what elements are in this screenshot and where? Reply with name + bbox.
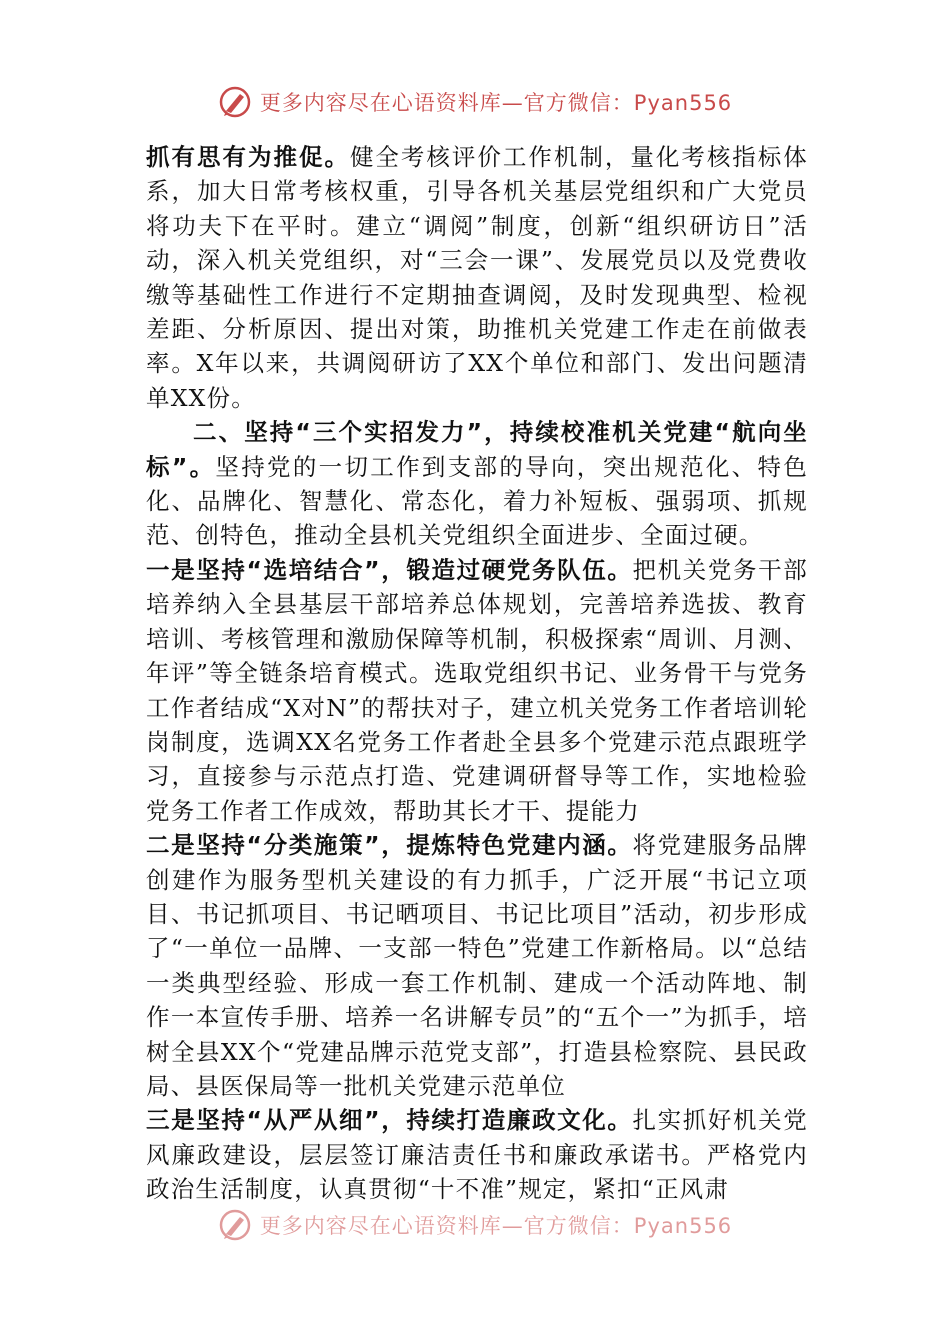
paragraph-lead: 三是坚持“从严从细”，持续打造廉政文化。 [146,1106,633,1135]
pen-logo-icon [218,85,252,119]
watermark-text: 更多内容尽在心语资料库—官方微信：Pyan556 [259,91,733,115]
paragraph-2 [146,415,808,553]
paragraph-lead: 二是坚持“分类施策”，提炼特色党建内涵。 [146,831,633,860]
paragraph-5 [146,1103,808,1206]
section-heading: 二、坚持“三个实招发力”，持续校准机关党建“航向坐标”。 [146,418,808,481]
paragraph-lead: 抓有思有为推促。 [146,143,350,171]
paragraph-text: 把机关党务干部培养纳入全县基层干部培养总体规划，完善培养选拔、教育培训、考核管理和激励保障等机制，积极探索“周训、月测、年评”等全链条培育模式。选取党组织书记、业务骨干与党务工作者结成“X对N”的帮扶对子，建立机关党务工作者培训轮岗制度，选调XX名党务工作者赴全县多个党建示范点跟班学习，直接参与示范点打造、党建调研督导等工作，实地检验党务工作者工作成效，帮助其长才干、提能力 [146,555,809,825]
paragraph-3 [146,553,808,828]
paragraph-text: 将党建服务品牌创建作为服务型机关建设的有力抓手，广泛开展“书记立项目、书记抓项目、书记晒项目、书记比项目”活动，初步形成了“一单位一品牌、一支部一特色”党建工作新格局。以“总结一类典型经验、形成一套工作机制、建成一个活动阵地、制作一本宣传手册、培养一名讲解专员”的“五个一”为抓手，培树全县XX个“党建品牌示范党支部”，打造县检察院、县民政局、县医保局等一批机关党建示范单位 [146,831,809,1100]
paragraph-text: 健全考核评价工作机制，量化考核指标体系，加大日常考核权重，引导各机关基层党组织和广大党员将功夫下在平时。建立“调阅”制度，创新“组织研访日”活动，深入机关党组织，对“三会一课”、发展党员以及党费收缴等基础性工作进行不定期抽查调阅，及时发现典型、检视差距、分析原因、提出对策，助推机关党建工作走在前做表率。X年以来，共调阅研访了XX个单位和部门、发出问题清单XX份。 [146,143,808,412]
paragraph-text: 扎实抓好机关党风廉政建设，层层签订廉洁责任书和廉政承诺书。严格党内政治生活制度，认真贯彻“十不准”规定，紧扣“正风肃 [146,1106,809,1204]
watermark-header [0,82,950,122]
document-body [146,140,808,1207]
watermark-text: 更多内容尽在心语资料库—官方微信：Pyan556 [259,1214,733,1238]
pen-logo-icon [218,1208,252,1242]
paragraph-text: 坚持党的一切工作到支部的导向，突出规范化、特色化、品牌化、智慧化、常态化，着力补短板、强弱项、抓规范、创特色，推动全县机关党组织全面进步、全面过硬。 [146,452,808,550]
watermark-footer [0,1205,950,1245]
paragraph-lead: 一是坚持“选培结合”，锻造过硬党务队伍。 [146,555,633,584]
paragraph-4 [146,828,808,1103]
paragraph-1 [146,140,808,415]
